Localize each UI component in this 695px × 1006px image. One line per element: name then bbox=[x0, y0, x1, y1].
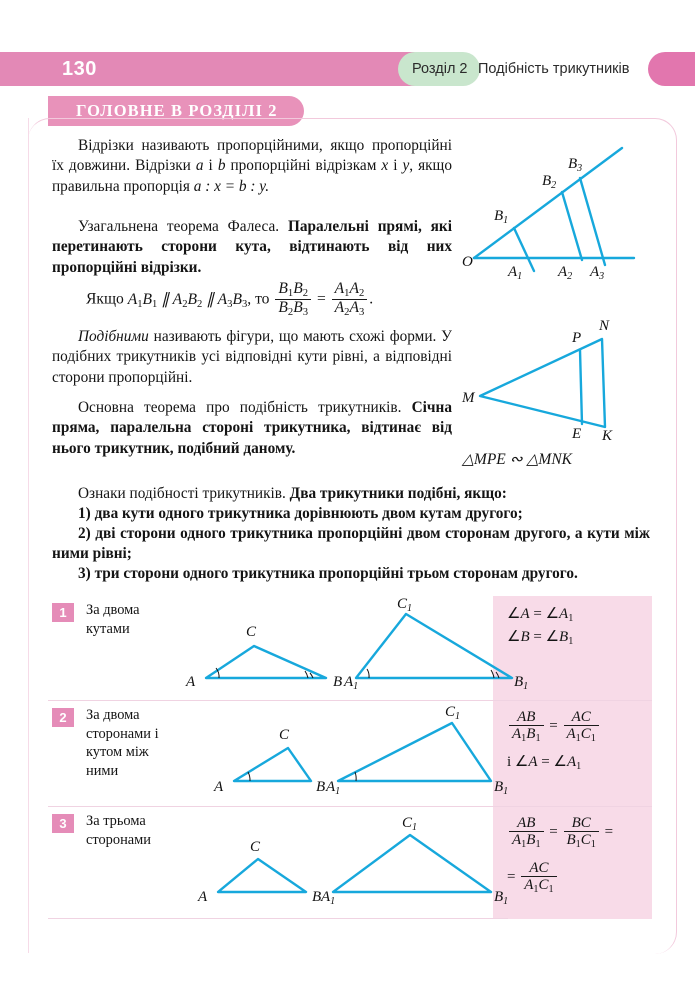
similar-label-N: N bbox=[599, 318, 610, 334]
row3-label-A: A bbox=[198, 889, 208, 905]
page-number: 130 bbox=[62, 58, 97, 80]
row-figure bbox=[178, 807, 509, 919]
table-bottom-rule bbox=[48, 918, 508, 919]
row2-label-B: B bbox=[316, 779, 326, 795]
thales-upper-ray bbox=[474, 148, 622, 258]
thales-formula-prefix: Якщо bbox=[86, 290, 128, 308]
thales-formula: Якщо A1B1 ∥ A2B2 ∥ A3B3, то $\frac{B1B2}{B2B3}$ = $\frac{A1A2}{A2A3}$ . bbox=[86, 280, 374, 319]
row2-angle-arc-A1 bbox=[355, 772, 356, 781]
table-row bbox=[48, 700, 652, 806]
row1-label-C1: $C_1$ bbox=[397, 596, 413, 614]
row2-label-A: A bbox=[214, 779, 224, 795]
row-figure bbox=[178, 701, 509, 806]
row2-angle-arc-A bbox=[248, 772, 250, 781]
row1-label-B: B bbox=[333, 674, 343, 690]
table-row bbox=[48, 806, 652, 919]
paragraph-similar-figures bbox=[52, 327, 452, 388]
row2-formula-2: і ∠A = ∠A1 bbox=[507, 754, 582, 772]
row1-label-B1: $B_1$ bbox=[514, 674, 529, 692]
row2-triangle-small bbox=[234, 748, 311, 781]
similar-triangle-MNK bbox=[480, 339, 605, 427]
content-frame-left-edge bbox=[28, 118, 29, 953]
thales-label-A1: $A_1$ bbox=[508, 264, 523, 282]
thales-label-B3: $B_3$ bbox=[568, 156, 583, 174]
row1-angle-arc-A1 bbox=[367, 669, 369, 678]
running-head-endcap bbox=[648, 52, 695, 86]
thales-label-O: O bbox=[462, 254, 473, 270]
criteria-table bbox=[48, 596, 652, 919]
row-criterion-name: За двома сторонами і кутом між ними bbox=[86, 707, 159, 779]
similar-label-K: K bbox=[602, 428, 613, 444]
row2-formula-1: $\frac{AB}{A1B1}$ = $\frac{AC}{A1C1}$ bbox=[507, 709, 652, 744]
p1-conj-2: і bbox=[388, 157, 403, 175]
similar-caption: △MPE ∾ △MNK bbox=[462, 451, 573, 468]
row1-label-A1: $A_1$ bbox=[344, 674, 359, 692]
row3-triangle-small bbox=[218, 859, 306, 892]
thales-lead: Узагальнена теорема Фалеса. bbox=[78, 218, 288, 235]
criteria-item-1-text: 1) два кути одного трикутника дорівнюють двом кутам другого; bbox=[78, 505, 523, 522]
thales-transversal-3 bbox=[580, 178, 605, 265]
row2-triangle-large bbox=[338, 723, 491, 781]
similar-segment-PE bbox=[580, 350, 582, 424]
thales-label-A3: $A_3$ bbox=[590, 264, 605, 282]
criteria-item-1 bbox=[52, 504, 650, 524]
row-figure bbox=[178, 596, 529, 700]
row3-formula-2: = $\frac{AC}{A1C1}$ bbox=[507, 860, 652, 895]
main-theorem-statement: Січна пряма, паралельна стороні трикутника, відтинає від нього трикутник, подібний даному. bbox=[52, 399, 452, 457]
thales-frac-left: $\frac{B1B2}{B2B3}$ bbox=[275, 281, 311, 319]
criteria-item-3-text: 3) три сторони одного трикутника пропорційні трьом сторонам другого. bbox=[78, 565, 578, 582]
p1-var-x: x bbox=[381, 157, 389, 175]
figure-similar-triangles bbox=[462, 312, 662, 444]
p1-conj-1: і bbox=[203, 157, 218, 175]
thales-statement: Паралельні прямі, які перетинають сторони кута, відтинають від них пропорційні відрізки. bbox=[52, 218, 452, 276]
row-number-badge: 1 bbox=[52, 603, 74, 622]
row3-label-B: B bbox=[312, 889, 322, 905]
p1-var-b: b bbox=[217, 157, 226, 175]
row-number-badge: 3 bbox=[52, 814, 74, 833]
row1-formula-2: ∠B = ∠B1 bbox=[507, 628, 574, 647]
similar-definition: називають фігури, що мають схожі форми. У подібних трикутників усі відповідні кути рівні, а відповідні сторони пропорційні. bbox=[52, 328, 452, 386]
p1-text-3: , якщо правильна пропорція bbox=[52, 157, 452, 195]
row3-formula-1: $\frac{AB}{A1B1}$ = $\frac{BC}{B1C1}$ = bbox=[507, 815, 652, 850]
row-number-badge: 2 bbox=[52, 708, 74, 727]
paragraph-thales-theorem bbox=[52, 217, 452, 278]
similar-term: Подібними bbox=[78, 328, 149, 345]
chapter-title: Подібність трикутників bbox=[478, 61, 630, 77]
figure-thales-diagram bbox=[462, 140, 677, 285]
paragraph-criteria-lead bbox=[52, 484, 650, 504]
p1-var-y: y bbox=[402, 157, 410, 175]
criteria-lead: Ознаки подібності трикутників. bbox=[78, 485, 290, 502]
table-row bbox=[48, 596, 652, 700]
similar-label-E: E bbox=[572, 426, 582, 442]
row3-label-C: C bbox=[250, 839, 261, 855]
similar-label-M: M bbox=[462, 390, 475, 406]
row-criterion-name: За трьома сторонами bbox=[86, 813, 151, 848]
thales-transversal-2 bbox=[562, 192, 582, 260]
thales-formula-mid: , то bbox=[247, 290, 274, 308]
paragraph-main-theorem bbox=[52, 398, 452, 459]
similar-label-P: P bbox=[572, 330, 582, 346]
thales-label-A2: $A_2$ bbox=[558, 264, 573, 282]
criteria-item-2 bbox=[52, 524, 650, 565]
row1-label-A: A bbox=[186, 674, 196, 690]
row2-label-C1: $C_1$ bbox=[445, 704, 461, 722]
row3-label-C1: $C_1$ bbox=[402, 815, 418, 833]
criteria-item-2-text: 2) дві сторони одного трикутника пропорційні двом сторонам другого, а кути між ними рівні; bbox=[52, 525, 650, 563]
p1-var-a: a bbox=[195, 157, 204, 175]
thales-label-B2: $B_2$ bbox=[542, 173, 557, 191]
section-banner: ГОЛОВНЕ В РОЗДІЛІ 2 bbox=[48, 96, 304, 126]
row2-label-B1: $B_1$ bbox=[494, 779, 509, 797]
row1-triangle-small bbox=[206, 646, 326, 678]
criteria-item-3 bbox=[52, 564, 650, 584]
p1-proportion: a : x = b : y. bbox=[193, 177, 270, 195]
row2-label-A1: $A_1$ bbox=[326, 779, 341, 797]
p1-text-2: пропорційні відрізкам bbox=[225, 157, 382, 175]
row1-formula-1: ∠A = ∠A1 bbox=[507, 606, 574, 624]
row1-angle-arc-B1-2 bbox=[491, 670, 494, 678]
row-criterion-name: За двома кутами bbox=[86, 602, 140, 637]
paragraph-proportional-segments bbox=[52, 136, 452, 197]
thales-label-B1: $B_1$ bbox=[494, 208, 509, 226]
main-theorem-lead: Основна теорема про подібність трикутників. bbox=[78, 399, 412, 416]
row3-label-B1: $B_1$ bbox=[494, 889, 509, 907]
p1-text-1: Відрізки називають пропорційними, якщо пропорційні їх довжини. Відрізки bbox=[52, 137, 452, 175]
row3-label-A1: $A_1$ bbox=[321, 889, 336, 907]
row2-label-C: C bbox=[279, 727, 290, 743]
row1-label-C: C bbox=[246, 624, 257, 640]
chapter-chip: Розділ 2 bbox=[398, 52, 480, 86]
row3-triangle-large bbox=[333, 835, 491, 892]
thales-frac-right: $\frac{A1A2}{A2A3}$ bbox=[332, 281, 368, 319]
criteria-lead-bold: Два трикутники подібні, якщо: bbox=[289, 485, 507, 502]
thales-formula-end: . bbox=[369, 290, 374, 308]
running-head bbox=[0, 52, 695, 86]
row1-triangle-large bbox=[356, 614, 512, 678]
